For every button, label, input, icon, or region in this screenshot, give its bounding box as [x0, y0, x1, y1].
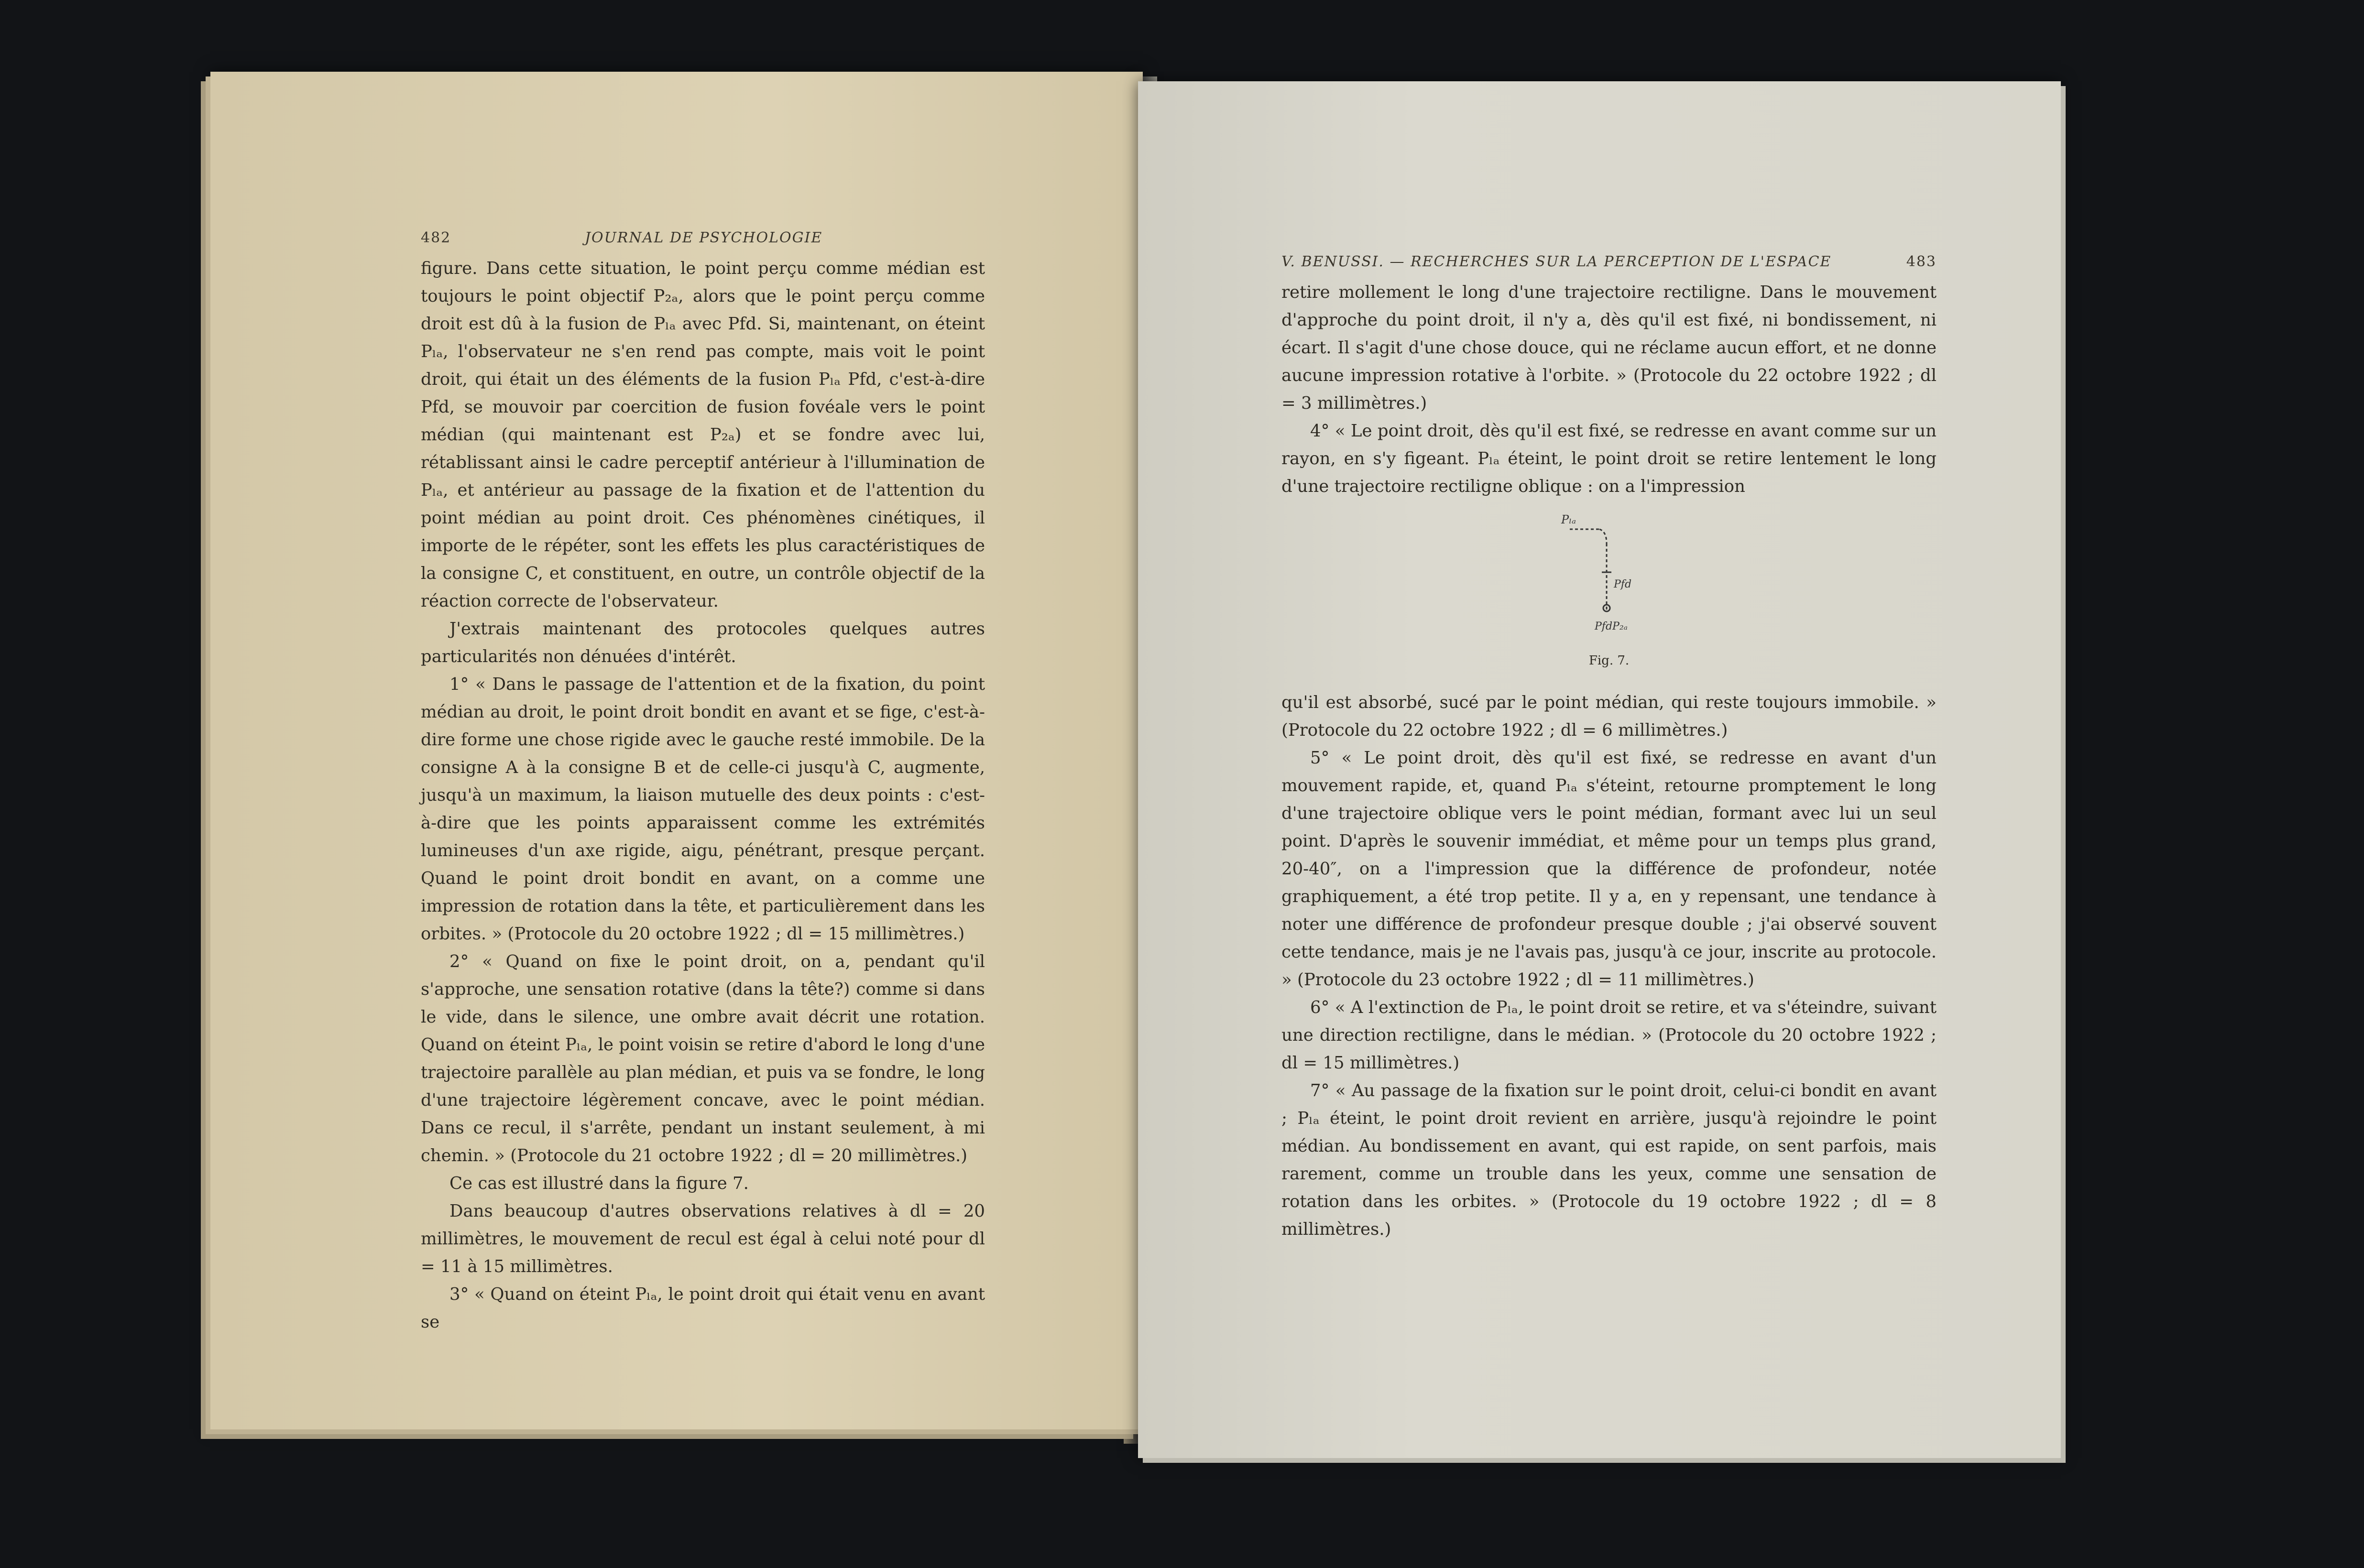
figure-label-bottom: PfdP₂ₐ [1595, 621, 1628, 632]
left-paragraph: 2° « Quand on fixe le point droit, on a, pendant qu'il s'approche, une sensation rotative (dans la tête?) comme si dans le vide, dans le silence, une ombre avait décrit une rotation. Quand on éteint Pₗₐ, le point voisin se retire d'abord le long d'une trajectoire parallèle au plan médian, et puis va se fondre, le long d'une trajectoire légèrement concave, avec le point médian. Dans ce recul, il s'arrête, pendant un instant seulement, à mi chemin. » (Protocole du 21 octobre 1922 ; dl = 20 millimètres.) [421, 952, 985, 1165]
right-paragraph: 6° « A l'extinction de Pₗₐ, le point droit se retire, et va s'éteindre, suivant une direction rectiligne, dans le médian. » (Protocole du 20 octobre 1922 ; dl = 15 millimètres.) [1281, 998, 1937, 1073]
figure-label-mid: Pfd [1614, 578, 1632, 590]
left-body-text [421, 255, 985, 1336]
left-running-head [421, 229, 985, 246]
right-page-number: 483 [1906, 253, 1937, 270]
left-page-number: 482 [421, 229, 451, 246]
figure-caption: Fig. 7. [1588, 653, 1630, 668]
right-page [1138, 81, 2061, 1458]
right-paragraph: retire mollement le long d'une trajectoire rectiligne. Dans le mouvement d'approche du point droit, il n'y a, dès qu'il est fixé, ni bondissement, ni écart. Il s'agit d'une chose douce, qui ne réclame aucun effort, et ne donne aucune impression rotative à l'orbite. » (Protocole du 22 octobre 1922 ; dl = 3 millimètres.) [1281, 283, 1937, 413]
right-paragraph: qu'il est absorbé, sucé par le point médian, qui reste toujours immobile. » (Protocole du 22 octobre 1922 ; dl = 6 millimètres.) [1281, 693, 1937, 740]
left-page [210, 72, 1143, 1429]
left-paragraph: Ce cas est illustré dans la figure 7. [449, 1174, 749, 1193]
figure-path-curve [1599, 529, 1607, 544]
figure-7-diagram [1547, 510, 1671, 644]
right-paragraph: 5° « Le point droit, dès qu'il est fixé, se redresse en avant d'un mouvement rapide, et, quand Pₗₐ s'éteint, retourne promptement le long d'une trajectoire oblique vers le point médian, formant avec lui un seul point. D'après le souvenir immédiat, et même pour un temps plus grand, 20-40″, on a l'impression que la différence de profondeur, notée graphiquement, a été trop petite. Il y a, en y repensant, une tendance à noter une différence de profondeur presque double ; j'ai observé souvent cette tendance, mais je ne l'avais pas, jusqu'à ce jour, inscrite au protocole. » (Protocole du 23 octobre 1922 ; dl = 11 millimètres.) [1281, 748, 1937, 990]
right-paragraph: 4° « Le point droit, dès qu'il est fixé, se redresse en avant comme sur un rayon, en s'y figeant. Pₗₐ éteint, le point droit se retire lentement le long d'une trajectoire rectiligne oblique : on a l'impression [1281, 421, 1937, 496]
figure-label-top: Pₗₐ [1561, 513, 1576, 526]
right-running-title: V. BENUSSI. — RECHERCHES SUR LA PERCEPTION DE L'ESPACE [1281, 253, 1832, 270]
left-paragraph: 3° « Quand on éteint Pₗₐ, le point droit qui était venu en avant se [421, 1285, 985, 1332]
figure-7 [1281, 510, 1937, 675]
right-running-head [1281, 253, 1937, 270]
left-paragraph: 1° « Dans le passage de l'attention et de la fixation, du point médian au droit, le point droit bondit en avant et se fige, c'est-à-dire forme une chose rigide avec le gauche resté immobile. De la consigne A à la consigne B et de celle-ci jusqu'à C, augmente, jusqu'à un maximum, la liaison mutuelle des deux points : c'est-à-dire que les points apparaissent comme les extrémités lumineuses d'un axe rigide, aigu, pénétrant, presque perçant. Quand le point droit bondit en avant, on a comme une impression de rotation dans la tête, et particulièrement dans les orbites. » (Protocole du 20 octobre 1922 ; dl = 15 millimètres.) [421, 675, 985, 944]
left-paragraph: figure. Dans cette situation, le point perçu comme médian est toujours le point objectif P₂ₐ, alors que le point perçu comme droit est dû à la fusion de Pₗₐ avec Pfd. Si, maintenant, on éteint Pₗₐ, l'observateur ne s'en rend pas compte, mais voit le point droit, qui était un des éléments de la fusion Pₗₐ Pfd, c'est-à-dire Pfd, se mouvoir par coercition de fusion fovéale vers le point médian (qui maintenant est P₂ₐ) et se fondre avec lui, rétablissant ainsi le cadre perceptif antérieur à l'illumination de Pₗₐ, et antérieur au passage de la fixation et de l'attention du point médian au point droit. Ces phénomènes cinétiques, il importe de le répéter, sont les effets les plus caractéristiques de la consigne C, et constituent, en outre, un contrôle objectif de la réaction correcte de l'observateur. [421, 259, 985, 611]
left-paragraph: J'extrais maintenant des protocoles quelques autres particularités non dénuées d'intérêt. [421, 619, 985, 666]
left-running-title: JOURNAL DE PSYCHOLOGIE [584, 229, 823, 246]
left-paragraph: Dans beaucoup d'autres observations relatives à dl = 20 millimètres, le mouvement de recul est égal à celui noté pour dl = 11 à 15 millimètres. [421, 1201, 985, 1276]
right-paragraph: 7° « Au passage de la fixation sur le point droit, celui-ci bondit en avant ; Pₗₐ éteint, le point droit revient en arrière, jusqu'à rejoindre le point médian. Au bondissement en avant, qui est rapide, on sent parfois, mais rarement, comme un trouble dans les yeux, comme une sensation de rotation dans les orbites. » (Protocole du 19 octobre 1922 ; dl = 8 millimètres.) [1281, 1081, 1937, 1239]
right-body-text [1281, 279, 1937, 1243]
